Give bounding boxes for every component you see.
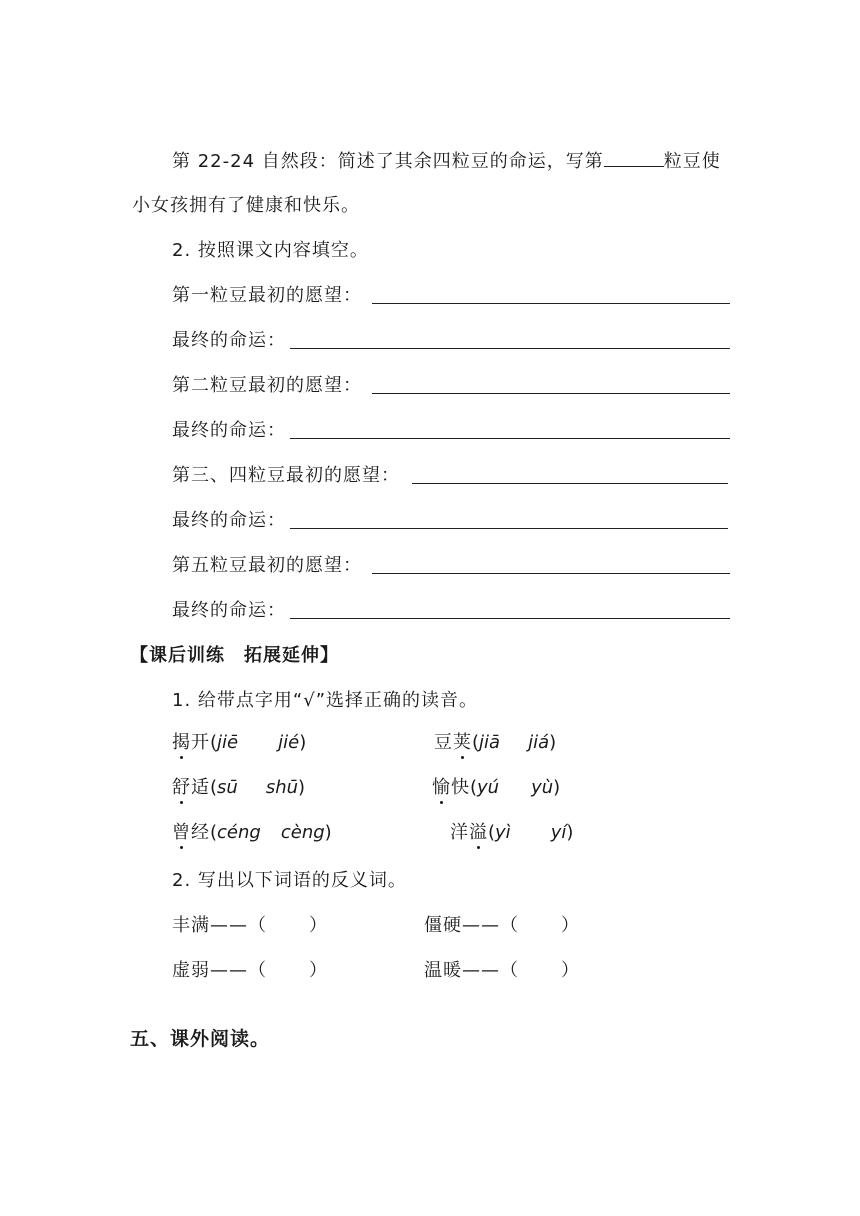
pinyin-option-b[interactable]: yù — [531, 777, 554, 798]
answer-line-bean2-fate[interactable] — [290, 438, 730, 439]
question-2-title: 2. 按照课文内容填空。 — [172, 240, 369, 261]
dotted-char: 愉 — [432, 777, 451, 798]
answer-line-bean5-fate[interactable] — [290, 618, 730, 619]
pinyin-option-a[interactable]: sū — [217, 777, 238, 798]
pinyin-option-b[interactable]: jié — [278, 732, 300, 753]
answer-line-bean34-wish[interactable] — [412, 483, 728, 484]
pinyin-item-doujia: 豆荚(jiā jiá) — [434, 732, 557, 753]
pinyin-option-b[interactable]: jiá — [528, 732, 550, 753]
pinyin-option-a[interactable]: céng — [217, 822, 261, 843]
answer-line-bean5-wish[interactable] — [372, 573, 730, 574]
pinyin-item-jiekai: 揭开(jiē jié) — [172, 732, 307, 753]
antonym-item-wennuan: 温暖——（ ） — [424, 960, 580, 981]
fill-blank-number[interactable] — [604, 148, 664, 167]
section-heading-extracurricular-reading: 五、课外阅读。 — [130, 1028, 271, 1050]
dotted-char: 溢 — [469, 822, 488, 843]
pinyin-option-a[interactable]: jiā — [479, 732, 501, 753]
pinyin-item-yukuai: 愉快(yú yù) — [432, 777, 561, 798]
section-heading-after-class: 【课后训练 拓展延伸】 — [130, 645, 339, 666]
dotted-char: 揭 — [172, 732, 191, 753]
intro-line-2: 小女孩拥有了健康和快乐。 — [132, 195, 360, 216]
answer-line-bean2-wish[interactable] — [372, 393, 730, 394]
row-label-bean2-fate: 最终的命运： — [172, 420, 286, 441]
pinyin-option-b[interactable]: shū — [265, 777, 299, 798]
intro-text-b: 粒豆使 — [663, 151, 721, 172]
intro-text-a: 第 22-24 自然段：简述了其余四粒豆的命运，写第 — [172, 151, 604, 172]
pinyin-option-a[interactable]: yú — [477, 777, 500, 798]
row-label-bean34-fate: 最终的命运： — [172, 510, 286, 531]
answer-line-bean34-fate[interactable] — [290, 528, 728, 529]
antonym-question-title: 2. 写出以下词语的反义词。 — [172, 870, 407, 891]
antonym-item-jiangying: 僵硬——（ ） — [424, 915, 580, 936]
answer-line-bean1-wish[interactable] — [372, 303, 730, 304]
row-label-bean34-wish: 第三、四粒豆最初的愿望： — [172, 465, 400, 486]
pinyin-option-a[interactable]: jiē — [217, 732, 239, 753]
pinyin-question-title: 1. 给带点字用“√”选择正确的读音。 — [172, 690, 479, 711]
intro-line-1 — [172, 148, 721, 175]
antonym-item-xuruo: 虚弱——（ ） — [172, 960, 328, 981]
dotted-char: 荚 — [453, 732, 472, 753]
pinyin-item-yangyi: 洋溢(yì yí) — [450, 822, 574, 843]
pinyin-option-a[interactable]: yì — [495, 822, 511, 843]
row-label-bean5-fate: 最终的命运： — [172, 600, 286, 621]
pinyin-item-shushi: 舒适(sū shū) — [172, 777, 306, 798]
dotted-char: 舒 — [172, 777, 191, 798]
dotted-char: 曾 — [172, 822, 191, 843]
row-label-bean1-wish: 第一粒豆最初的愿望： — [172, 285, 362, 306]
row-label-bean1-fate: 最终的命运： — [172, 330, 286, 351]
row-label-bean2-wish: 第二粒豆最初的愿望： — [172, 375, 362, 396]
pinyin-option-b[interactable]: cèng — [280, 822, 325, 843]
pinyin-item-cengjing: 曾经(céng cèng) — [172, 822, 332, 843]
pinyin-option-b[interactable]: yí — [550, 822, 567, 843]
antonym-item-fengman: 丰满——（ ） — [172, 915, 328, 936]
row-label-bean5-wish: 第五粒豆最初的愿望： — [172, 555, 362, 576]
answer-line-bean1-fate[interactable] — [290, 348, 730, 349]
